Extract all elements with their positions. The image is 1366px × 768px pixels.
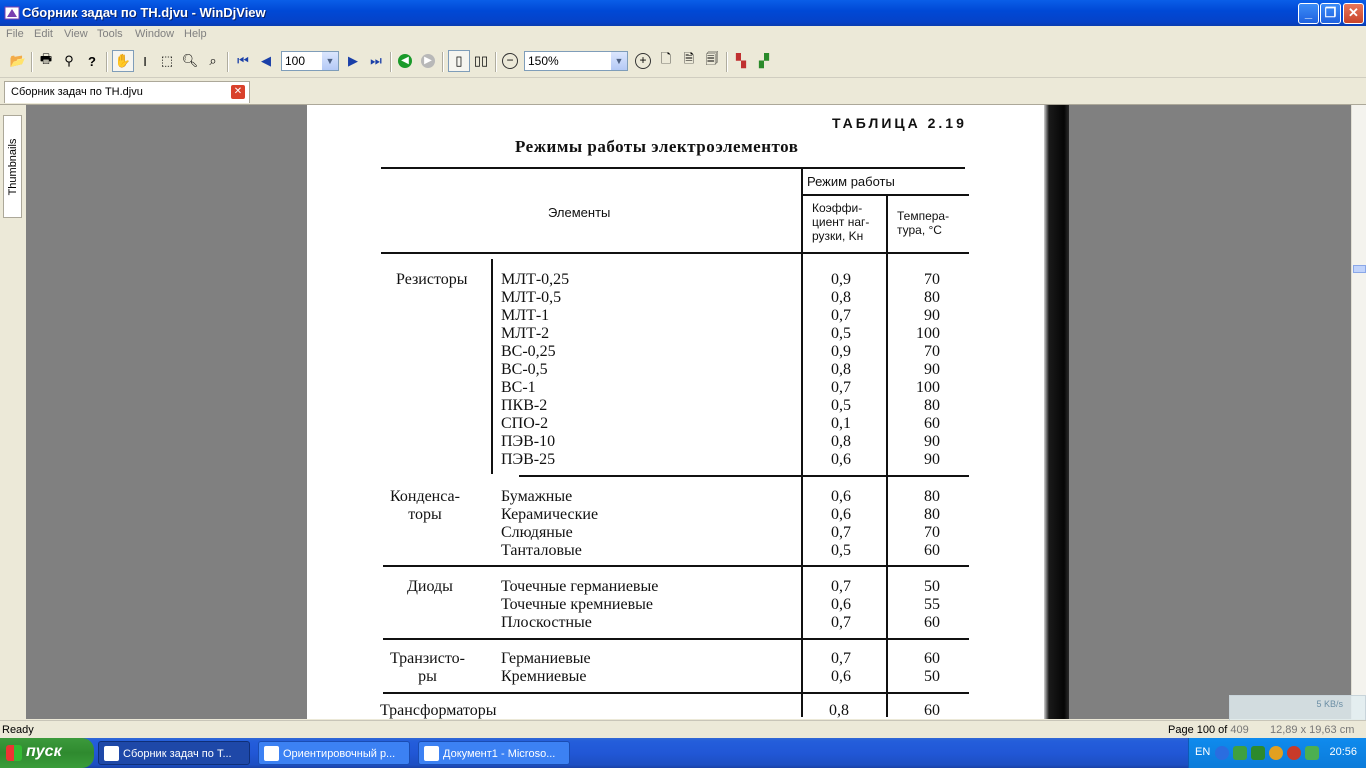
group-name-line: торы (408, 506, 442, 523)
toolbar-separator (106, 52, 108, 72)
temperature: 90 (924, 451, 940, 468)
temperature: 70 (924, 271, 940, 288)
temperature: 80 (924, 488, 940, 505)
group-name-line: Транзисто- (390, 650, 465, 667)
fit-width-button[interactable] (680, 52, 698, 70)
load-coefficient: 0,6 (831, 596, 851, 613)
zoom-value: 150% (528, 54, 559, 68)
taskbar-item-document[interactable] (258, 741, 410, 765)
thumbnails-tab[interactable] (3, 115, 22, 218)
header-coef-line: циент наг- (812, 215, 870, 229)
windjview-app-icon[interactable] (4, 5, 20, 21)
page-indicator-prefix: Page 100 of (1168, 724, 1231, 736)
signal-icon[interactable] (1233, 746, 1247, 760)
tray-antivirus-icon[interactable] (1287, 746, 1301, 760)
chevron-down-icon[interactable]: ▼ (611, 52, 627, 70)
status-bar (0, 720, 1366, 739)
zoom-rect-icon: ⌕ (209, 53, 217, 68)
two-pages-icon: ▯▯ (473, 53, 489, 68)
load-coefficient: 0,5 (831, 325, 851, 342)
load-coefficient: 0,6 (831, 668, 851, 685)
rect-select-icon: ⬚ (160, 53, 174, 68)
last-page-icon: ⏭ (370, 53, 382, 68)
element-name: МЛТ-1 (501, 307, 550, 324)
table-label: ТАБЛИЦА 2.19 (832, 115, 967, 131)
load-coefficient: 0,7 (831, 614, 851, 631)
page-scan-edge (1044, 105, 1069, 719)
temperature: 90 (924, 307, 940, 324)
single-page-button[interactable] (448, 50, 470, 72)
header-elements: Элементы (548, 205, 611, 220)
whats-this-button[interactable] (83, 52, 101, 70)
start-label: пуск (26, 743, 62, 760)
first-page-button[interactable] (234, 52, 252, 70)
temperature: 60 (924, 702, 940, 719)
next-page-icon: ▶ (348, 53, 358, 68)
print-button[interactable] (37, 52, 55, 70)
minimize-button[interactable] (1298, 3, 1319, 24)
temperature: 100 (916, 379, 940, 396)
color-mode-icon: ▚ (736, 53, 746, 68)
menu-window[interactable]: Window (135, 28, 175, 40)
forward-button[interactable] (419, 52, 437, 70)
windows-flag-icon (6, 745, 22, 761)
zoom-in-icon: + (635, 53, 651, 69)
first-page-icon: ⏮ (237, 53, 249, 68)
zoom-in-button[interactable] (634, 52, 652, 70)
toolbar-separator (227, 52, 229, 72)
element-name: ВС-1 (501, 379, 536, 396)
taskbar-item-label: Ориентировочный р... (283, 748, 396, 760)
group-name (390, 488, 460, 524)
scrollbar-thumb[interactable] (1353, 265, 1366, 273)
zoom-tool-button[interactable] (181, 52, 199, 70)
page-total: 409 (1230, 724, 1249, 736)
select-rect-button[interactable] (158, 52, 176, 70)
taskbar (0, 738, 1366, 768)
menu-tools[interactable]: Tools (97, 28, 123, 40)
close-tab-icon[interactable]: ✕ (231, 85, 245, 99)
element-name: СПО-2 (501, 415, 549, 432)
load-coefficient: 0,7 (831, 650, 851, 667)
load-coefficient: 0,9 (831, 343, 851, 360)
hand-tool-button[interactable] (112, 50, 134, 72)
load-coefficient: 0,5 (831, 542, 851, 559)
toolbar-separator (31, 52, 33, 72)
close-icon: ✕ (1348, 5, 1359, 20)
clock: 20:56 (1329, 746, 1357, 758)
group-name-line: Диоды (407, 578, 453, 595)
minimize-icon: _ (1304, 5, 1313, 20)
table-top-rule (381, 167, 965, 169)
word-doc-icon (264, 746, 279, 761)
header-mode: Режим работы (807, 174, 895, 189)
load-coefficient: 0,8 (831, 433, 851, 450)
toolbar-separator (726, 52, 728, 72)
document-view[interactable] (26, 105, 1351, 719)
header-coefficient (812, 201, 869, 243)
group-name (396, 271, 468, 289)
zoom-rect-button[interactable] (204, 52, 222, 70)
help-question-icon: ? (88, 53, 96, 69)
chevron-down-icon[interactable]: ▼ (322, 52, 338, 70)
back-arrow-icon: ◀ (398, 54, 412, 68)
find-button[interactable] (60, 52, 78, 70)
header-coef-line: рузки, Kн (812, 229, 864, 243)
header-temp-line: Темпера- (897, 209, 950, 223)
language-bar-icon[interactable] (1215, 746, 1229, 760)
zoom-out-button[interactable] (501, 52, 519, 70)
element-name: ВС-0,25 (501, 343, 556, 360)
status-text: Ready (2, 724, 34, 736)
element-name: Точечные германиевые (501, 578, 659, 595)
select-text-button[interactable] (136, 52, 154, 70)
load-coefficient: 0,7 (831, 578, 851, 595)
temperature: 80 (924, 289, 940, 306)
temperature: 60 (924, 614, 940, 631)
vertical-scrollbar[interactable] (1351, 105, 1366, 719)
text-cursor-icon: I (143, 53, 147, 69)
binoculars-icon: ⚲ (64, 53, 74, 68)
temperature: 70 (924, 524, 940, 541)
language-indicator[interactable]: EN (1195, 746, 1211, 758)
thumbnails-tab-label: Thumbnails (6, 138, 19, 195)
facing-pages-button[interactable] (472, 52, 490, 70)
temperature: 55 (924, 596, 940, 613)
column-divider (491, 259, 493, 474)
element-name: МЛТ-2 (501, 325, 550, 342)
toolbar-separator (442, 52, 444, 72)
load-coefficient: 0,7 (831, 524, 851, 541)
page-size: 12,89 x 19,63 cm (1270, 724, 1355, 736)
temperature: 50 (924, 578, 940, 595)
group-name (390, 650, 465, 686)
group-separator-rule (383, 692, 969, 694)
next-page-button[interactable] (344, 52, 362, 70)
element-name: Точечные кремниевые (501, 596, 653, 613)
zoom-combo[interactable] (524, 51, 628, 71)
window-title: Сборник задач по ТН.djvu - WinDjView (22, 5, 266, 20)
folder-open-icon: 📂 (9, 53, 27, 68)
menu-help[interactable]: Help (184, 28, 207, 40)
menu-bar (0, 26, 1366, 45)
load-coefficient: 0,7 (831, 379, 851, 396)
windjview-icon (104, 746, 119, 761)
element-name: Германиевые (501, 650, 591, 667)
temperature: 60 (924, 650, 940, 667)
page-number-value: 100 (285, 54, 306, 68)
temperature: 80 (924, 397, 940, 414)
element-name: МЛТ-0,5 (501, 289, 562, 306)
group-name-line: Резисторы (396, 271, 468, 288)
temperature: 90 (924, 361, 940, 378)
open-button[interactable] (9, 52, 27, 70)
start-button[interactable] (0, 738, 94, 768)
load-coefficient: 0,8 (831, 289, 851, 306)
back-button[interactable] (396, 52, 414, 70)
temperature: 60 (924, 542, 940, 559)
load-coefficient: 0,5 (831, 397, 851, 414)
header-temperature (897, 209, 949, 237)
taskbar-item-label: Сборник задач по Т... (123, 748, 232, 760)
header-coef-line: Коэффи- (812, 201, 863, 215)
group-name-line: Конденса- (390, 488, 460, 505)
tray-app-icon[interactable] (1251, 746, 1265, 760)
temperature: 90 (924, 433, 940, 450)
load-coefficient: 0,7 (831, 307, 851, 324)
header-temp-line: тура, °С (897, 223, 942, 237)
element-name: МЛТ-0,25 (501, 271, 570, 288)
fit-page-button[interactable] (703, 52, 721, 70)
group-name (407, 578, 453, 596)
page-number-combo[interactable] (281, 51, 339, 71)
load-coefficient: 0,8 (831, 361, 851, 378)
side-panel (0, 105, 26, 719)
restore-button[interactable] (1320, 3, 1341, 24)
header-sub-rule (803, 194, 969, 196)
taskbar-item-label: Документ1 - Microso... (443, 748, 556, 760)
load-coefficient: 0,8 (829, 702, 849, 719)
element-name: ПЭВ-10 (501, 433, 556, 450)
toolbar-separator (390, 52, 392, 72)
toolbar (0, 46, 1366, 78)
temperature: 80 (924, 506, 940, 523)
previous-page-button[interactable] (257, 52, 275, 70)
element-name: Керамические (501, 506, 599, 523)
djvu-page (307, 105, 1069, 719)
element-name: Плоскостные (501, 614, 592, 631)
last-page-button[interactable] (367, 52, 385, 70)
temperature: 100 (916, 325, 940, 342)
element-name: ВС-0,5 (501, 361, 548, 378)
document-tab-bar (0, 78, 1366, 105)
tray-update-icon[interactable] (1269, 746, 1283, 760)
element-name: Трансформаторы (380, 702, 497, 719)
network-icon[interactable] (1305, 746, 1319, 760)
forward-arrow-icon: ▶ (421, 54, 435, 68)
fit-page-icon: 🗐 (705, 51, 719, 66)
previous-page-icon: ◀ (261, 53, 271, 68)
element-name: Кремниевые (501, 668, 587, 685)
fit-width-icon: 🗎 (683, 51, 695, 66)
zoom-out-icon: − (502, 53, 518, 69)
hand-icon: ✋ (114, 53, 132, 68)
element-name: ПЭВ-25 (501, 451, 556, 468)
close-button[interactable] (1343, 3, 1364, 24)
menu-view[interactable]: View (64, 28, 88, 40)
element-name: Танталовые (501, 542, 582, 559)
layers-button[interactable] (755, 52, 773, 70)
single-page-icon: ▯ (455, 53, 463, 68)
load-coefficient: 0,6 (831, 488, 851, 505)
group-separator-rule (519, 475, 969, 477)
actual-size-button[interactable] (657, 52, 675, 70)
group-name-line: ры (418, 668, 437, 685)
network-speed: 5 KB/s (1316, 699, 1343, 709)
element-name: Слюдяные (501, 524, 573, 541)
page-indicator (1168, 724, 1249, 736)
load-coefficient: 0,6 (831, 506, 851, 523)
system-tray (1188, 738, 1366, 768)
load-coefficient: 0,6 (831, 451, 851, 468)
toolbar-separator (495, 52, 497, 72)
word-doc-icon (424, 746, 439, 761)
page-icon: 🗋 (660, 51, 672, 66)
temperature: 60 (924, 415, 940, 432)
temperature: 70 (924, 343, 940, 360)
menu-file[interactable]: File (6, 28, 24, 40)
element-name: ПКВ-2 (501, 397, 548, 414)
temperature: 50 (924, 668, 940, 685)
load-coefficient: 0,1 (831, 415, 851, 432)
group-separator-rule (383, 565, 969, 567)
load-coefficient: 0,9 (831, 271, 851, 288)
document-tab-label: Сборник задач по ТН.djvu (11, 86, 143, 98)
title-bar (0, 0, 1366, 26)
layers-icon: ▞ (759, 53, 769, 68)
menu-edit[interactable]: Edit (34, 28, 53, 40)
document-tab[interactable] (4, 81, 250, 103)
taskbar-item-word[interactable] (418, 741, 570, 765)
magnifier-icon: 🔍︎ (181, 53, 199, 68)
group-separator-rule (383, 638, 969, 640)
element-name: Бумажные (501, 488, 573, 505)
restore-icon: ❐ (1324, 5, 1337, 20)
printer-icon: 🖶 (39, 51, 53, 66)
table-title: Режимы работы электроэлементов (515, 137, 799, 156)
display-mode-button[interactable] (732, 52, 750, 70)
taskbar-item-windjview[interactable] (98, 741, 250, 765)
header-bottom-rule (381, 252, 969, 254)
